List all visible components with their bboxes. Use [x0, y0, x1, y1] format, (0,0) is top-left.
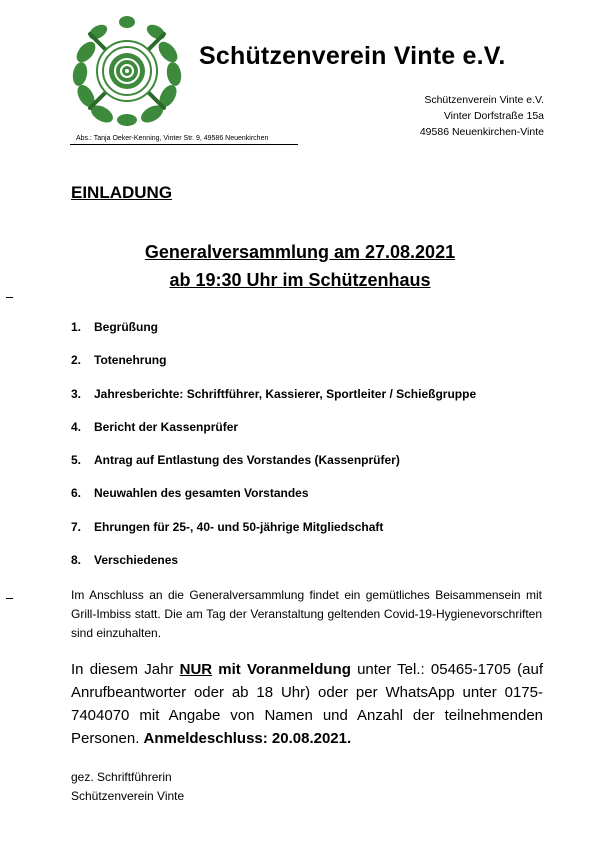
document-heading: EINLADUNG	[71, 183, 173, 202]
agenda-item: 5. Antrag auf Entlastung des Vorstandes (Kassenprüfer)	[71, 453, 400, 468]
emphasis-nur: NUR	[179, 661, 213, 678]
sender-address: Abs.: Tanja Oeker-Kenning, Vinter Str. 9, 49586 Neuenkirchen	[70, 135, 298, 145]
agenda-item: 4. Bericht der Kassenprüfer	[71, 419, 239, 434]
event-title-line: ab 19:30 Uhr im Schützenhaus	[169, 270, 431, 290]
agenda-item: 3. Jahresberichte: Schriftführer, Kassierer, Sportleiter / Schießgruppe	[71, 386, 477, 401]
agenda-list	[71, 320, 476, 586]
info-paragraph: Im Anschluss an die Generalversammlung findet ein gemütliches Beisammensein mit Grill-Imbiss statt. Die am Tag der Veranstaltung geltenden Covid-19-Hygienevorschriften sind einzuhalten.	[71, 588, 542, 640]
agenda-item: 1. Begrüßung	[71, 320, 158, 334]
signature-line: Schützenverein Vinte	[71, 789, 185, 803]
signature-block	[71, 768, 184, 806]
address-line: 49586 Neuenkirchen-Vinte	[419, 126, 544, 138]
club-name-title: Schützenverein Vinte e.V.	[199, 42, 506, 70]
agenda-item: 7. Ehrungen für 25-, 40- und 50-jährige Mitgliedschaft	[71, 519, 384, 534]
club-logo-icon	[68, 12, 186, 128]
address-line: Vinter Dorfstraße 15a	[443, 110, 544, 122]
fold-mark	[6, 297, 13, 298]
registration-deadline: Anmeldeschluss: 20.08.2021.	[143, 730, 352, 747]
agenda-item: 6. Neuwahlen des gesamten Vorstandes	[71, 486, 309, 501]
agenda-item: 2. Totenehrung	[71, 353, 167, 368]
club-address	[420, 92, 544, 140]
event-title-line: Generalversammlung am 27.08.2021	[144, 242, 456, 262]
event-title	[0, 238, 600, 294]
signature-line: gez. Schriftführerin	[71, 770, 172, 784]
agenda-item: 8. Verschiedenes	[71, 553, 179, 568]
registration-notice: In diesem Jahr NUR mit Voranmeldung unter Tel.: 05465-1705 (auf Anrufbeantworter oder ab 18 Uhr) oder per WhatsApp unter 0175-7404070 mit Angabe von Namen und Anzahl der teilnehmenden Personen. Anmeldeschluss: 20.08.2021.	[71, 661, 543, 747]
fold-mark	[6, 598, 13, 599]
address-line: Schützenverein Vinte e.V.	[424, 94, 544, 106]
